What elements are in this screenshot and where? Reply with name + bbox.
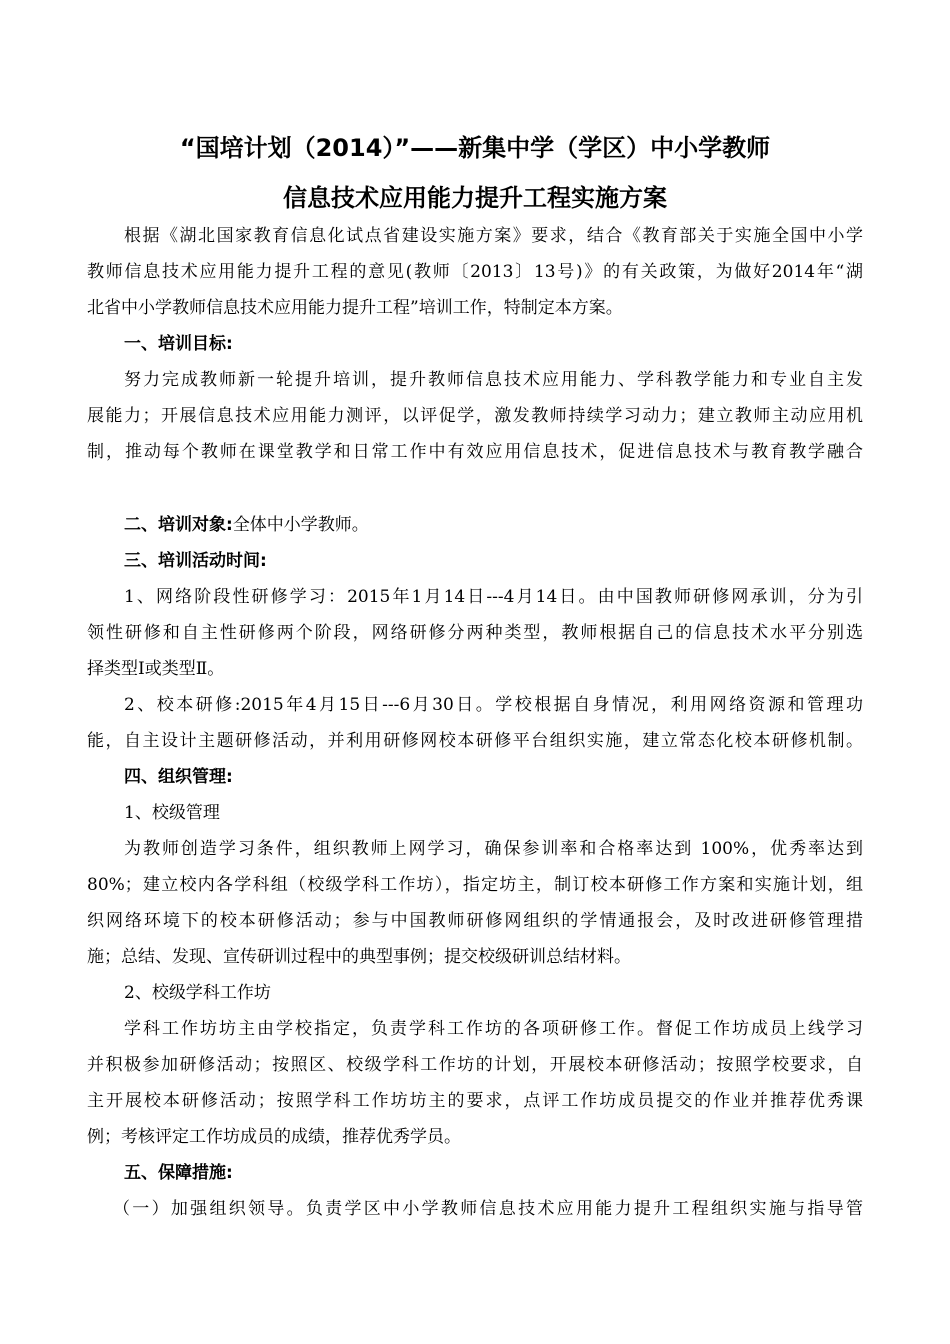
paragraph-line: （一）加强组织领导。负责学区中小学教师信息技术应用能力提升工程组织实施与指导管	[113, 1199, 863, 1219]
section-4-heading: 四、组织管理:	[124, 767, 233, 787]
subsection-title: 1、校级管理	[124, 803, 220, 823]
section-heading	[124, 514, 369, 536]
paragraph-line: 努力完成教师新一轮提升培训，提升教师信息技术应用能力、学科教学能力和专业自主发	[124, 370, 863, 390]
section-heading	[124, 550, 267, 572]
subsection-title: 2、校级学科工作坊	[124, 983, 271, 1003]
section-3-heading: 三、培训活动时间:	[124, 551, 267, 571]
intro-line: 根据《湖北国家教育信息化试点省建设实施方案》要求，结合《教育部关于实施全国中小学	[124, 226, 863, 246]
section-1-heading: 一、培训目标:	[124, 334, 233, 354]
paragraph-line: 1、网络阶段性研修学习：2015年1月14日---4月14日。由中国教师研修网承训，分为引	[124, 587, 863, 607]
section-heading	[124, 333, 233, 355]
intro-line: 北省中小学教师信息技术应用能力提升工程”培训工作，特制定本方案。	[87, 298, 623, 318]
section-2-text: 全体中小学教师。	[232, 515, 369, 535]
paragraph-line: 施；总结、发现、宣传研训过程中的典型事例；提交校级研训总结材料。	[87, 947, 631, 967]
paragraph-line: 织网络环境下的校本研修活动；参与中国教师研修网组织的学情通报会，及时改进研修管理措	[87, 911, 863, 931]
paragraph-line: 主开展校本研修活动；按照学科工作坊坊主的要求，点评工作坊成员提交的作业并推荐优秀课	[87, 1091, 863, 1111]
paragraph-line: 2、校本研修:2015年4月15日---6月30日。学校根据自身情况，利用网络资源和管理功	[124, 695, 863, 715]
paragraph-line: 并积极参加研修活动；按照区、校级学科工作坊的计划，开展校本研修活动；按照学校要求，自	[87, 1055, 863, 1075]
paragraph-line: 制，推动每个教师在课堂教学和日常工作中有效应用信息技术，促进信息技术与教育教学融合	[87, 442, 863, 462]
paragraph-line: 领性研修和自主性研修两个阶段，网络研修分两种类型，教师根据自己的信息技术水平分别选	[87, 623, 863, 643]
document-title-line-2: 信息技术应用能力提升工程实施方案	[283, 184, 667, 212]
paragraph-line: 展能力；开展信息技术应用能力测评，以评促学，激发教师持续学习动力；建立教师主动应用机	[87, 406, 863, 426]
section-5-heading: 五、保障措施:	[124, 1163, 233, 1183]
section-heading	[124, 1162, 233, 1184]
paragraph-line: 学科工作坊坊主由学校指定，负责学科工作坊的各项研修工作。督促工作坊成员上线学习	[124, 1019, 863, 1039]
section-2-heading: 二、培训对象:	[124, 515, 233, 535]
intro-line: 教师信息技术应用能力提升工程的意见(教师〔2013〕13号)》的有关政策，为做好2014年“湖	[87, 262, 863, 282]
paragraph-line: 80%；建立校内各学科组（校级学科工作坊），指定坊主，制订校本研修工作方案和实施计划，组	[87, 875, 863, 895]
paragraph-line: 为教师创造学习条件，组织教师上网学习，确保参训率和合格率达到 100%，优秀率达到	[124, 839, 863, 859]
paragraph-line: 能，自主设计主题研修活动，并利用研修网校本研修平台组织实施，建立常态化校本研修机制。	[87, 731, 863, 751]
section-heading	[124, 766, 233, 788]
paragraph-line: 例；考核评定工作坊成员的成绩，推荐优秀学员。	[87, 1127, 461, 1147]
document-title-line-1: “国培计划（2014）”——新集中学（学区）中小学教师	[179, 134, 771, 162]
paragraph-line: 择类型Ⅰ或类型Ⅱ。	[87, 659, 225, 679]
